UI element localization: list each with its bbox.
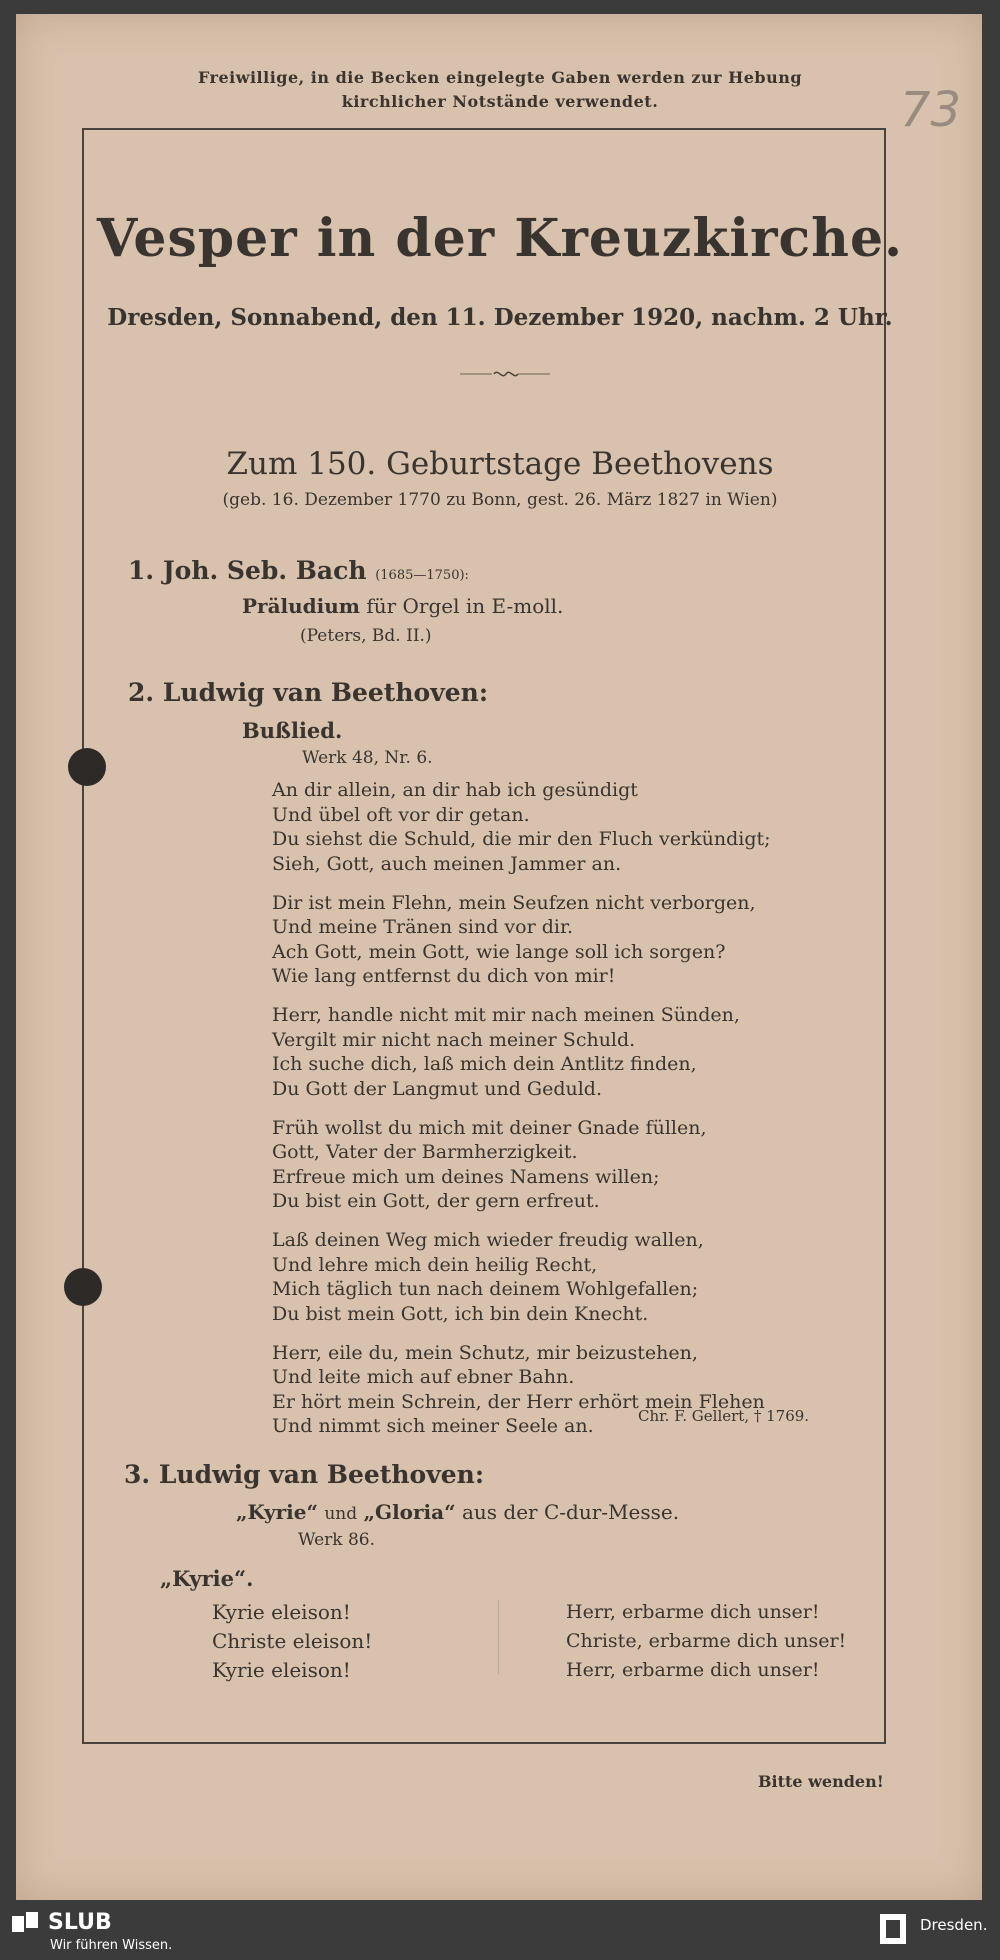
donation-notice-line-1: Freiwillige, in die Becken eingelegte Gaben werden zur Hebung <box>197 68 803 87</box>
item-2-number: 2. <box>128 678 155 707</box>
poem-line: Vergilt mir nicht nach meiner Schuld. <box>272 1028 636 1051</box>
kyrie-latin-text <box>212 1598 372 1685</box>
kyrie-latin-line: Christe eleison! <box>212 1629 373 1653</box>
poem-line: Und meine Tränen sind vor dir. <box>272 916 573 938</box>
item-3-composer: Ludwig van Beethoven: <box>158 1460 485 1489</box>
poem-line: Du bist mein Gott, ich bin dein Knecht. <box>272 1302 649 1325</box>
item-1-piece-description: für Orgel in E-moll. <box>366 594 564 618</box>
poem-line: Und leite mich auf ebner Bahn. <box>272 1366 575 1388</box>
dresden-crest-icon <box>880 1914 906 1944</box>
punch-hole <box>68 748 106 786</box>
poem-line: Mich täglich tun nach deinem Wohlgefallen; <box>272 1278 699 1300</box>
poem-line: Du bist ein Gott, der gern erfreut. <box>272 1190 600 1212</box>
poem-line: An dir allein, an dir hab ich gesündigt <box>272 779 638 801</box>
poem-line: Er hört mein Schrein, der Herr erhört mein Flehen <box>272 1390 765 1413</box>
poem-stanza <box>272 891 771 989</box>
slub-logo-icon <box>12 1912 40 1936</box>
ornament-divider <box>460 368 550 380</box>
occasion-heading: Zum 150. Geburtstage Beethovens <box>226 446 774 482</box>
item-2-work-number: Werk 48, Nr. 6. <box>302 748 433 768</box>
poem-line: Früh wollst du mich mit deiner Gnade füllen, <box>272 1116 707 1139</box>
kyrie-german-line: Herr, erbarme dich unser! <box>566 1659 820 1681</box>
item-2-composer: Ludwig van Beethoven: <box>162 678 489 707</box>
item-3-work-number: Werk 86. <box>298 1530 376 1550</box>
poem-line: Herr, eile du, mein Schutz, mir beizustehen, <box>272 1341 698 1364</box>
poem-line: Ich suche dich, laß mich dein Antlitz finden, <box>272 1053 697 1075</box>
item-3-mass: aus der C-dur-Messe. <box>461 1500 680 1524</box>
item-3-gloria-title: „Gloria“ <box>363 1500 456 1524</box>
poem-line: Wie lang entfernst du dich von mir! <box>272 965 616 987</box>
bußlied-poem <box>272 778 771 1453</box>
dresden-logo[interactable]: Dresden. <box>920 1916 988 1934</box>
poem-line: Herr, handle nicht mit mir nach meinen Sünden, <box>272 1004 740 1026</box>
item-3-kyrie-title: „Kyrie“ <box>236 1500 318 1524</box>
page-title: Vesper in der Kreuzkirche. <box>96 208 904 269</box>
item-2-piece: Bußlied. <box>242 718 343 743</box>
item-3-heading <box>124 1460 484 1489</box>
poem-stanza <box>272 1116 771 1214</box>
item-2-heading <box>128 678 488 707</box>
poem-line: Und nimmt sich meiner Seele an. <box>272 1415 594 1437</box>
poem-stanza <box>272 778 771 876</box>
item-3-number: 3. <box>124 1460 151 1489</box>
poem-line: Ach Gott, mein Gott, wie lange soll ich sorgen? <box>272 940 726 963</box>
donation-notice-line-2: kirchlicher Notstände verwendet. <box>341 92 659 111</box>
column-divider <box>498 1600 499 1674</box>
library-footer <box>0 1900 1000 1960</box>
poem-line: Laß deinen Weg mich wieder freudig wallen, <box>272 1229 704 1251</box>
pencil-page-number: 73 <box>900 82 962 138</box>
poem-author: Chr. F. Gellert, † 1769. <box>638 1407 810 1425</box>
poem-line: Erfreue mich um deines Namens willen; <box>272 1165 660 1188</box>
kyrie-german-text <box>566 1598 846 1685</box>
poem-line: Dir ist mein Flehn, mein Seufzen nicht verborgen, <box>272 891 756 914</box>
item-1-composer: Joh. Seb. Bach <box>162 556 367 585</box>
poem-line: Und lehre mich dein heilig Recht, <box>272 1253 598 1276</box>
poem-line: Sieh, Gott, auch meinen Jammer an. <box>272 852 622 875</box>
item-1-years: (1685—1750): <box>375 568 469 583</box>
poem-line: Gott, Vater der Barmherzigkeit. <box>272 1141 578 1163</box>
item-1-piece-title: Präludium <box>242 594 360 618</box>
kyrie-heading: „Kyrie“. <box>160 1566 254 1591</box>
item-3-piece <box>236 1500 679 1524</box>
beethoven-dates: (geb. 16. Dezember 1770 zu Bonn, gest. 26. März 1827 in Wien) <box>222 490 778 510</box>
kyrie-german-line: Christe, erbarme dich unser! <box>566 1630 847 1652</box>
slub-logo[interactable]: SLUB <box>48 1910 112 1935</box>
item-1-number: 1. <box>128 556 155 585</box>
kyrie-german-line: Herr, erbarme dich unser! <box>566 1601 820 1623</box>
donation-notice <box>0 66 1000 114</box>
poem-line: Du Gott der Langmut und Geduld. <box>272 1077 603 1100</box>
item-1-heading <box>128 556 469 585</box>
kyrie-latin-line: Kyrie eleison! <box>212 1600 351 1624</box>
item-3-und: und <box>324 1504 358 1524</box>
poem-line: Du siehst die Schuld, die mir den Fluch verkündigt; <box>272 828 771 850</box>
poem-line: Und übel oft vor dir getan. <box>272 803 530 826</box>
item-1-piece <box>242 594 563 618</box>
slub-tagline: Wir führen Wissen. <box>50 1938 173 1953</box>
poem-stanza <box>272 1228 771 1326</box>
item-1-edition: (Peters, Bd. II.) <box>300 626 432 646</box>
poem-stanza <box>272 1003 771 1101</box>
event-date-line: Dresden, Sonnabend, den 11. Dezember 1920, nachm. 2 Uhr. <box>107 304 893 331</box>
kyrie-latin-line: Kyrie eleison! <box>212 1658 351 1682</box>
punch-hole <box>64 1268 102 1306</box>
turn-page-note: Bitte wenden! <box>758 1772 884 1791</box>
